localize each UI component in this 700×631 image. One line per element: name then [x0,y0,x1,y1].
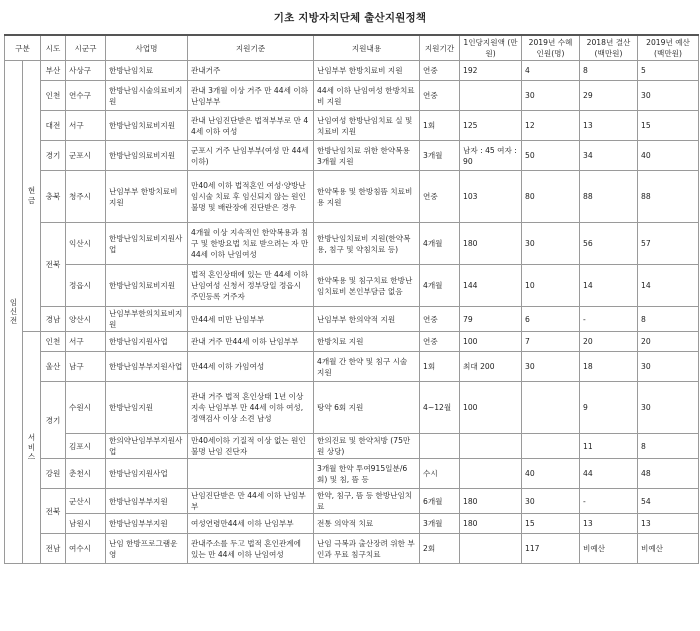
cell-settlement-2018: 9 [580,382,638,434]
cell-budget-2019: 88 [638,171,699,223]
cell-settlement-2018: 44 [580,459,638,489]
header-program: 사업명 [106,35,188,61]
cell-content: 한약복용 및 침구치료 한방난임치료비 본인부담금 없음 [314,265,420,307]
cell-city: 익산시 [66,223,106,265]
cell-amount: 180 [460,223,522,265]
cell-criteria: 관내거주 [188,61,314,81]
cell-city: 서구 [66,111,106,141]
cell-city: 춘천시 [66,459,106,489]
cell-period: 4개월 [420,265,460,307]
cell-content: 44세 이하 난임여성 한방치료비 지원 [314,81,420,111]
cell-criteria: 군포시 거주 난임부부(여성 만 44세 이하) [188,141,314,171]
cell-settlement-2018: 13 [580,111,638,141]
cell-criteria: 관내 거주 법적 혼인상태 1년 이상 지속 난임부부 만 44세 이하 여성, 정액검사 이상 소견 남성 [188,382,314,434]
cell-city: 청주시 [66,171,106,223]
cell-beneficiaries: 12 [522,111,580,141]
subgroup-label-text: 서비스 [27,433,36,461]
cell-province: 인천 [41,332,66,352]
cell-city: 수원시 [66,382,106,434]
cell-program: 한방난임부부지원 [106,514,188,534]
table-row [5,223,699,265]
cell-criteria: 4개월 이상 지속적인 한약복용과 침구 및 한방요법 치료 받으려는 자 만44세 이하 난임여성 [188,223,314,265]
cell-content: 한약복용 및 한방침뜸 치료비용 지원 [314,171,420,223]
cell-content: 난임부부 한방치료비 지원 [314,61,420,81]
table-row [5,141,699,171]
table-row [5,265,699,307]
header-settlement-2018: 2018년 결산(백만원) [580,35,638,61]
cell-beneficiaries: 50 [522,141,580,171]
header-beneficiaries: 2019년 수혜인원(명) [522,35,580,61]
cell-content: 난임부부 한의약적 지원 [314,307,420,332]
cell-content: 한방난임치료 위한 한약복용 3개월 지원 [314,141,420,171]
cell-program: 한방난임부부지원사업 [106,352,188,382]
cell-budget-2019: 30 [638,382,699,434]
cell-amount: 100 [460,382,522,434]
table-row [5,382,699,434]
cell-settlement-2018: 14 [580,265,638,307]
cell-settlement-2018: 88 [580,171,638,223]
cell-province: 경남 [41,307,66,332]
cell-program: 한의약난임부부지원사업 [106,434,188,459]
cell-amount: 144 [460,265,522,307]
cell-period: 연중 [420,332,460,352]
cell-budget-2019: 비예산 [638,534,699,564]
cell-criteria: 만40세이하 기질적 이상 없는 원인불명 난임 진단자 [188,434,314,459]
cell-period: 3개월 [420,141,460,171]
header-content: 지원내용 [314,35,420,61]
cell-criteria: 관내 거주 만44세 이하 난임부부 [188,332,314,352]
table-row [5,332,699,352]
cell-content: 3개월 한약 투여915일분/6회) 및 침, 뜸 등 [314,459,420,489]
cell-content: 난임 극복과 출산장려 위한 부인과 무료 침구치료 [314,534,420,564]
cell-budget-2019: 15 [638,111,699,141]
cell-amount: 남자 : 45 여자 : 90 [460,141,522,171]
cell-period: 수시 [420,459,460,489]
cell-criteria: 만40세 이하 법적혼인 여성·양방난임시술 치료 후 임신되지 않는 원인불명 및 배란장애 진단받은 경우 [188,171,314,223]
cell-settlement-2018: 29 [580,81,638,111]
cell-amount: 100 [460,332,522,352]
cell-program: 한방난임지원사업 [106,459,188,489]
cell-budget-2019: 54 [638,489,699,514]
cell-city: 남구 [66,352,106,382]
cell-criteria: 관내주소를 두고 법적 혼인관계에 있는 만 44세 이하 난임여성 [188,534,314,564]
header-amount: 1인당지원액 (만원) [460,35,522,61]
cell-beneficiaries: 30 [522,223,580,265]
cell-content: 4개월 간 한약 및 침구 시술 지원 [314,352,420,382]
subgroup-label-text: 현금 [27,186,36,205]
cell-beneficiaries [522,382,580,434]
header-category: 구분 [5,35,41,61]
cell-city: 서구 [66,332,106,352]
cell-criteria [188,459,314,489]
header-period: 지원기간 [420,35,460,61]
cell-province: 전북 [41,489,66,534]
group-label-text: 임신전 [9,297,18,326]
cell-period: 연중 [420,61,460,81]
cell-settlement-2018: 11 [580,434,638,459]
header-city: 시군구 [66,35,106,61]
cell-beneficiaries [522,434,580,459]
table-row [5,434,699,459]
cell-beneficiaries: 30 [522,352,580,382]
cell-budget-2019: 13 [638,514,699,534]
cell-program: 한방난임지원 [106,382,188,434]
cell-beneficiaries: 30 [522,81,580,111]
cell-amount: 최대 200 [460,352,522,382]
header-criteria: 지원기준 [188,35,314,61]
cell-budget-2019: 30 [638,352,699,382]
cell-program: 한방난임치료비지원사업 [106,223,188,265]
cell-program: 한방난임지원사업 [106,332,188,352]
table-row [5,459,699,489]
cell-amount: 79 [460,307,522,332]
table-row [5,61,699,81]
cell-beneficiaries: 6 [522,307,580,332]
cell-period: 연중 [420,171,460,223]
cell-content: 한의진료 및 한약처방 (75만원 상당) [314,434,420,459]
cell-program: 한방난임시술의료비지원 [106,81,188,111]
cell-program: 한방난임부부지원 [106,489,188,514]
group-label [5,61,23,564]
cell-period: 2회 [420,534,460,564]
cell-province: 전북 [41,223,66,307]
cell-province: 강원 [41,459,66,489]
cell-city: 양산시 [66,307,106,332]
subgroup-label [23,332,41,564]
header-budget-2019: 2019년 예산(백만원) [638,35,699,61]
cell-content: 한약, 침구, 뜸 등 한방난임치료 [314,489,420,514]
cell-period: 연중 [420,307,460,332]
cell-program: 한방난임치료비지원 [106,111,188,141]
header-province: 시도 [41,35,66,61]
cell-content: 한방치료 지원 [314,332,420,352]
cell-city: 사상구 [66,61,106,81]
cell-content: 전통 의약적 치료 [314,514,420,534]
cell-amount: 192 [460,61,522,81]
cell-city: 여수시 [66,534,106,564]
cell-province: 충북 [41,171,66,223]
table-body [5,61,699,564]
cell-settlement-2018: 8 [580,61,638,81]
cell-province: 대전 [41,111,66,141]
cell-period [420,434,460,459]
table-row [5,171,699,223]
cell-province: 전남 [41,534,66,564]
table-row [5,307,699,332]
cell-settlement-2018: 34 [580,141,638,171]
cell-criteria: 만44세 미만 난임부부 [188,307,314,332]
cell-province: 경기 [41,382,66,459]
cell-beneficiaries: 15 [522,514,580,534]
cell-province: 인천 [41,81,66,111]
cell-city: 군포시 [66,141,106,171]
cell-settlement-2018: 13 [580,514,638,534]
cell-criteria: 여성연령만44세 이하 난임부부 [188,514,314,534]
cell-budget-2019: 30 [638,81,699,111]
cell-city: 김포시 [66,434,106,459]
cell-amount [460,434,522,459]
cell-amount [460,459,522,489]
cell-budget-2019: 8 [638,434,699,459]
cell-budget-2019: 48 [638,459,699,489]
cell-city: 남원시 [66,514,106,534]
cell-beneficiaries: 10 [522,265,580,307]
cell-criteria: 관내 난임진단받은 법적부부로 만 44세 이하 여성 [188,111,314,141]
table-row [5,534,699,564]
cell-program: 난임부부한의치료비지원 [106,307,188,332]
cell-settlement-2018: 56 [580,223,638,265]
cell-budget-2019: 20 [638,332,699,352]
cell-content: 탕약 6회 지원 [314,382,420,434]
page-title: 기초 지방자치단체 출산지원정책 [273,12,427,24]
cell-budget-2019: 57 [638,223,699,265]
cell-beneficiaries: 40 [522,459,580,489]
table-row [5,352,699,382]
cell-criteria: 법적 혼인상태에 있는 만 44세 이하 난임여성 신청서 정부당일 정읍시 주민등록 거주자 [188,265,314,307]
cell-province: 울산 [41,352,66,382]
table-row [5,81,699,111]
cell-settlement-2018: 18 [580,352,638,382]
cell-budget-2019: 5 [638,61,699,81]
header-row [5,35,699,61]
cell-period: 6개월 [420,489,460,514]
cell-settlement-2018: - [580,489,638,514]
cell-budget-2019: 40 [638,141,699,171]
cell-province: 부산 [41,61,66,81]
table-row [5,489,699,514]
cell-settlement-2018: 20 [580,332,638,352]
cell-program: 한방난임치료 [106,61,188,81]
table-row [5,111,699,141]
cell-city: 연수구 [66,81,106,111]
cell-period: 4~12월 [420,382,460,434]
cell-beneficiaries: 30 [522,489,580,514]
policy-table [4,34,699,564]
cell-amount [460,81,522,111]
cell-criteria: 관내 3개월 이상 거주 만 44세 이하 난임부부 [188,81,314,111]
cell-content: 한방난임치료비 지원(한약복용, 침구 및 약침치료 등) [314,223,420,265]
cell-budget-2019: 14 [638,265,699,307]
cell-criteria: 난임진단받은 만 44세 이하 난임부부 [188,489,314,514]
cell-program: 한방난임치료비지원 [106,265,188,307]
cell-period: 3개월 [420,514,460,534]
cell-period: 연중 [420,81,460,111]
cell-program: 난임부부 한방치료비 지원 [106,171,188,223]
cell-amount: 103 [460,171,522,223]
cell-program: 난임 한방프로그램운영 [106,534,188,564]
cell-amount: 125 [460,111,522,141]
cell-beneficiaries: 7 [522,332,580,352]
cell-beneficiaries: 117 [522,534,580,564]
cell-budget-2019: 8 [638,307,699,332]
cell-amount [460,534,522,564]
cell-settlement-2018: 비예산 [580,534,638,564]
cell-program: 한방난임의료비지원 [106,141,188,171]
cell-settlement-2018: - [580,307,638,332]
cell-beneficiaries: 4 [522,61,580,81]
cell-period: 1회 [420,111,460,141]
cell-criteria: 만44세 이하 가임여성 [188,352,314,382]
cell-beneficiaries: 80 [522,171,580,223]
cell-amount: 180 [460,489,522,514]
cell-period: 4개월 [420,223,460,265]
table-row [5,514,699,534]
cell-province: 경기 [41,141,66,171]
cell-content: 난임여성 한방난임치료 실 및 치료비 지원 [314,111,420,141]
cell-period: 1회 [420,352,460,382]
subgroup-label [23,61,41,332]
cell-amount: 180 [460,514,522,534]
cell-city: 정읍시 [66,265,106,307]
cell-city: 군산시 [66,489,106,514]
